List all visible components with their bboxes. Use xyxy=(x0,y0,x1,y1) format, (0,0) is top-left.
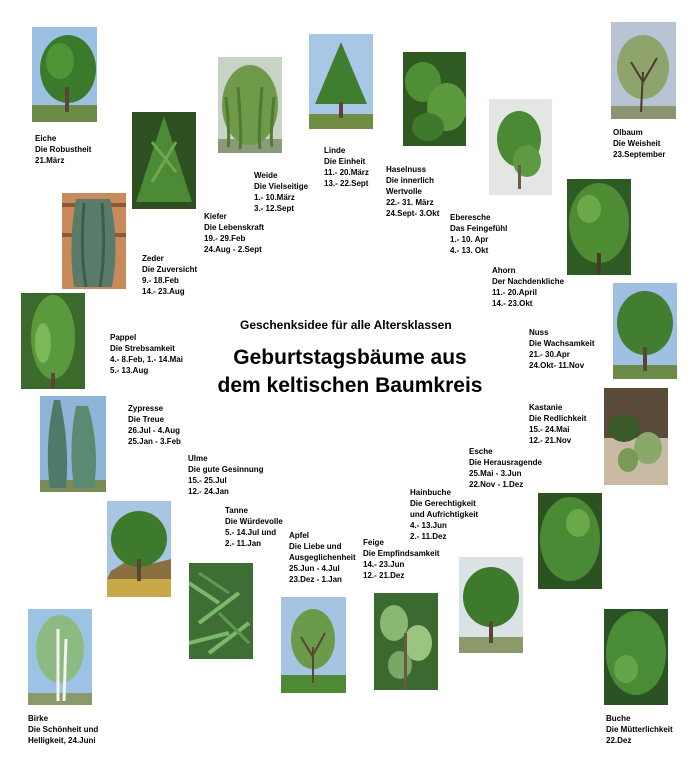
feige-photo xyxy=(374,593,438,690)
tree-trait: Die Schönheit und xyxy=(28,725,99,734)
title-line-2: dem keltischen Baumkreis xyxy=(217,374,483,397)
tree-date: 12.- 21.Nov xyxy=(529,436,572,445)
ahorn-photo xyxy=(567,179,631,275)
page-title xyxy=(205,344,495,400)
kiefer-photo xyxy=(132,112,196,209)
eberesche-photo xyxy=(489,99,552,195)
olbaum-photo xyxy=(611,22,676,119)
tree-date: 11.- 20.April xyxy=(492,288,537,297)
tree-trait: Wertvolle xyxy=(386,187,422,196)
olbaum-label xyxy=(613,127,665,160)
hainbuche-label xyxy=(410,487,478,542)
tree-date: 15.- 25.Jul xyxy=(188,476,227,485)
tree-date: 26.Jul - 4.Aug xyxy=(128,426,181,435)
tree-trait: Die Wachsamkeit xyxy=(529,339,595,348)
feige-label xyxy=(363,537,439,581)
tree-trait: Die Treue xyxy=(128,415,165,424)
pappel-photo xyxy=(21,293,85,389)
tree-trait: Die innerlich xyxy=(386,176,435,185)
tree-date: 22.Nov - 1.Dez xyxy=(469,480,524,489)
tree-date: 22.- 31. März xyxy=(386,198,434,207)
tree-trait: Die Weisheit xyxy=(613,139,661,148)
tree-date: 24.Okt- 11.Nov xyxy=(529,361,585,370)
tree-trait: Die Redlichkeit xyxy=(529,414,587,423)
tree-trait: Die Mütterlichkeit xyxy=(606,725,673,734)
tree-date: 23.Dez - 1.Jan xyxy=(289,575,342,584)
tree-name: Pappel xyxy=(110,333,137,342)
subtitle: Geschenksidee für alle Altersklassen xyxy=(240,318,452,332)
tree-name: Zypresse xyxy=(128,404,164,413)
tree-trait: Der Nachdenkliche xyxy=(492,277,565,286)
tree-trait: Die Robustheit xyxy=(35,145,92,154)
weide-photo xyxy=(218,57,282,153)
tree-date: 9.- 18.Feb xyxy=(142,276,179,285)
esche-label xyxy=(469,446,542,490)
tree-date: 12.- 21.Dez xyxy=(363,571,405,580)
ahorn-label xyxy=(492,265,564,309)
eiche-photo xyxy=(32,27,97,122)
tree-date: 14.- 23.Okt xyxy=(492,299,533,308)
tree-trait: Die Einheit xyxy=(324,157,366,166)
tree-name: Weide xyxy=(254,171,278,180)
tanne-photo xyxy=(189,563,253,659)
tree-trait: Die Gerechtigkeit xyxy=(410,499,476,508)
tree-date: 13.- 22.Sept xyxy=(324,179,369,188)
tree-name: Olbaum xyxy=(613,128,643,137)
tree-trait: Helligkeit, 24.Juni xyxy=(28,736,96,745)
tree-name: Haselnuss xyxy=(386,165,427,174)
kiefer-label xyxy=(204,211,264,255)
weide-label xyxy=(254,170,308,214)
tree-trait: und Aufrichtigkeit xyxy=(410,510,479,519)
tree-date: 12.- 24.Jan xyxy=(188,487,229,496)
tree-trait: Die Vielseitige xyxy=(254,182,309,191)
tree-name: Esche xyxy=(469,447,493,456)
kastanie-photo xyxy=(604,388,668,485)
nuss-label xyxy=(529,327,595,371)
tree-date: 2.- 11.Jan xyxy=(225,539,262,548)
tree-name: Eiche xyxy=(35,134,57,143)
tree-name: Hainbuche xyxy=(410,488,451,497)
tree-name: Ulme xyxy=(188,454,208,463)
apfel-label xyxy=(289,530,356,585)
zypresse-photo xyxy=(40,396,106,492)
tree-date: 5.- 14.Jul und xyxy=(225,528,277,537)
tree-date: 21.- 30.Apr xyxy=(529,350,570,359)
tree-trait: Die Lebenskraft xyxy=(204,223,265,232)
tree-name: Zeder xyxy=(142,254,164,263)
ulme-label xyxy=(188,453,264,497)
tree-date: 11.- 20.März xyxy=(324,168,369,177)
tree-date: 1.- 10.März xyxy=(254,193,295,202)
birke-photo xyxy=(28,609,92,705)
tree-date: 2.- 11.Dez xyxy=(410,532,447,541)
tree-date: 25.Mai - 3.Jun xyxy=(469,469,522,478)
zeder-photo xyxy=(62,193,126,289)
birke-label xyxy=(28,713,98,746)
haselnuss-label xyxy=(386,164,439,219)
tree-name: Linde xyxy=(324,146,346,155)
tree-trait: Die Zuversicht xyxy=(142,265,198,274)
zeder-label xyxy=(142,253,197,297)
tree-trait: Das Feingefühl xyxy=(450,224,508,233)
tree-trait: Die Würdevolle xyxy=(225,517,283,526)
tree-name: Tanne xyxy=(225,506,248,515)
linde-label xyxy=(324,145,369,189)
title-line-1: Geburtstagsbäume aus xyxy=(233,346,467,369)
eberesche-label xyxy=(450,212,507,256)
esche-photo xyxy=(538,493,602,589)
hainbuche-photo xyxy=(459,557,523,653)
tree-trait: Die Herausragende xyxy=(469,458,542,467)
tree-date: 3.- 12.Sept xyxy=(254,204,295,213)
tree-name: Ahorn xyxy=(492,266,516,275)
pappel-label xyxy=(110,332,183,376)
tree-trait: Ausgeglichenheit xyxy=(289,553,356,562)
tree-date: 25.Jan - 3.Feb xyxy=(128,437,181,446)
tree-date: 14.- 23.Jun xyxy=(363,560,405,569)
kastanie-label xyxy=(529,402,586,446)
tree-date: 23.September xyxy=(613,150,666,159)
tree-name: Feige xyxy=(363,538,384,547)
tree-name: Nuss xyxy=(529,328,549,337)
tree-name: Buche xyxy=(606,714,631,723)
tree-name: Eberesche xyxy=(450,213,491,222)
haselnuss-photo xyxy=(403,52,466,146)
tree-date: 4.- 13.Jun xyxy=(410,521,447,530)
zypresse-label xyxy=(128,403,181,447)
ulme-photo xyxy=(107,501,171,597)
tree-date: 4.- 8.Feb, 1.- 14.Mai xyxy=(110,355,183,364)
tree-date: 15.- 24.Mai xyxy=(529,425,570,434)
buche-label xyxy=(606,713,673,746)
buche-photo xyxy=(604,609,668,705)
tree-date: 25.Jun - 4.Jul xyxy=(289,564,340,573)
linde-photo xyxy=(309,34,373,129)
tree-date: 24.Sept- 3.Okt xyxy=(386,209,440,218)
tree-date: 5.- 13.Aug xyxy=(110,366,149,375)
tree-date: 24.Aug - 2.Sept xyxy=(204,245,262,254)
tree-date: 4.- 13. Okt xyxy=(450,246,489,255)
tree-name: Kastanie xyxy=(529,403,563,412)
tree-date: 14.- 23.Aug xyxy=(142,287,185,296)
tanne-label xyxy=(225,505,283,549)
tree-name: Apfel xyxy=(289,531,309,540)
tree-trait: Die Strebsamkeit xyxy=(110,344,175,353)
tree-trait: Die Liebe und xyxy=(289,542,342,551)
tree-trait: Die gute Gesinnung xyxy=(188,465,264,474)
tree-date: 21.März xyxy=(35,156,65,165)
tree-name: Kiefer xyxy=(204,212,227,221)
tree-date: 1.- 10. Apr xyxy=(450,235,489,244)
tree-trait: Die Empfindsamkeit xyxy=(363,549,440,558)
apfel-photo xyxy=(281,597,346,693)
tree-date: 19.- 29.Feb xyxy=(204,234,246,243)
eiche-label xyxy=(35,133,91,166)
tree-name: Birke xyxy=(28,714,49,723)
nuss-photo xyxy=(613,283,677,379)
tree-date: 22.Dez xyxy=(606,736,632,745)
